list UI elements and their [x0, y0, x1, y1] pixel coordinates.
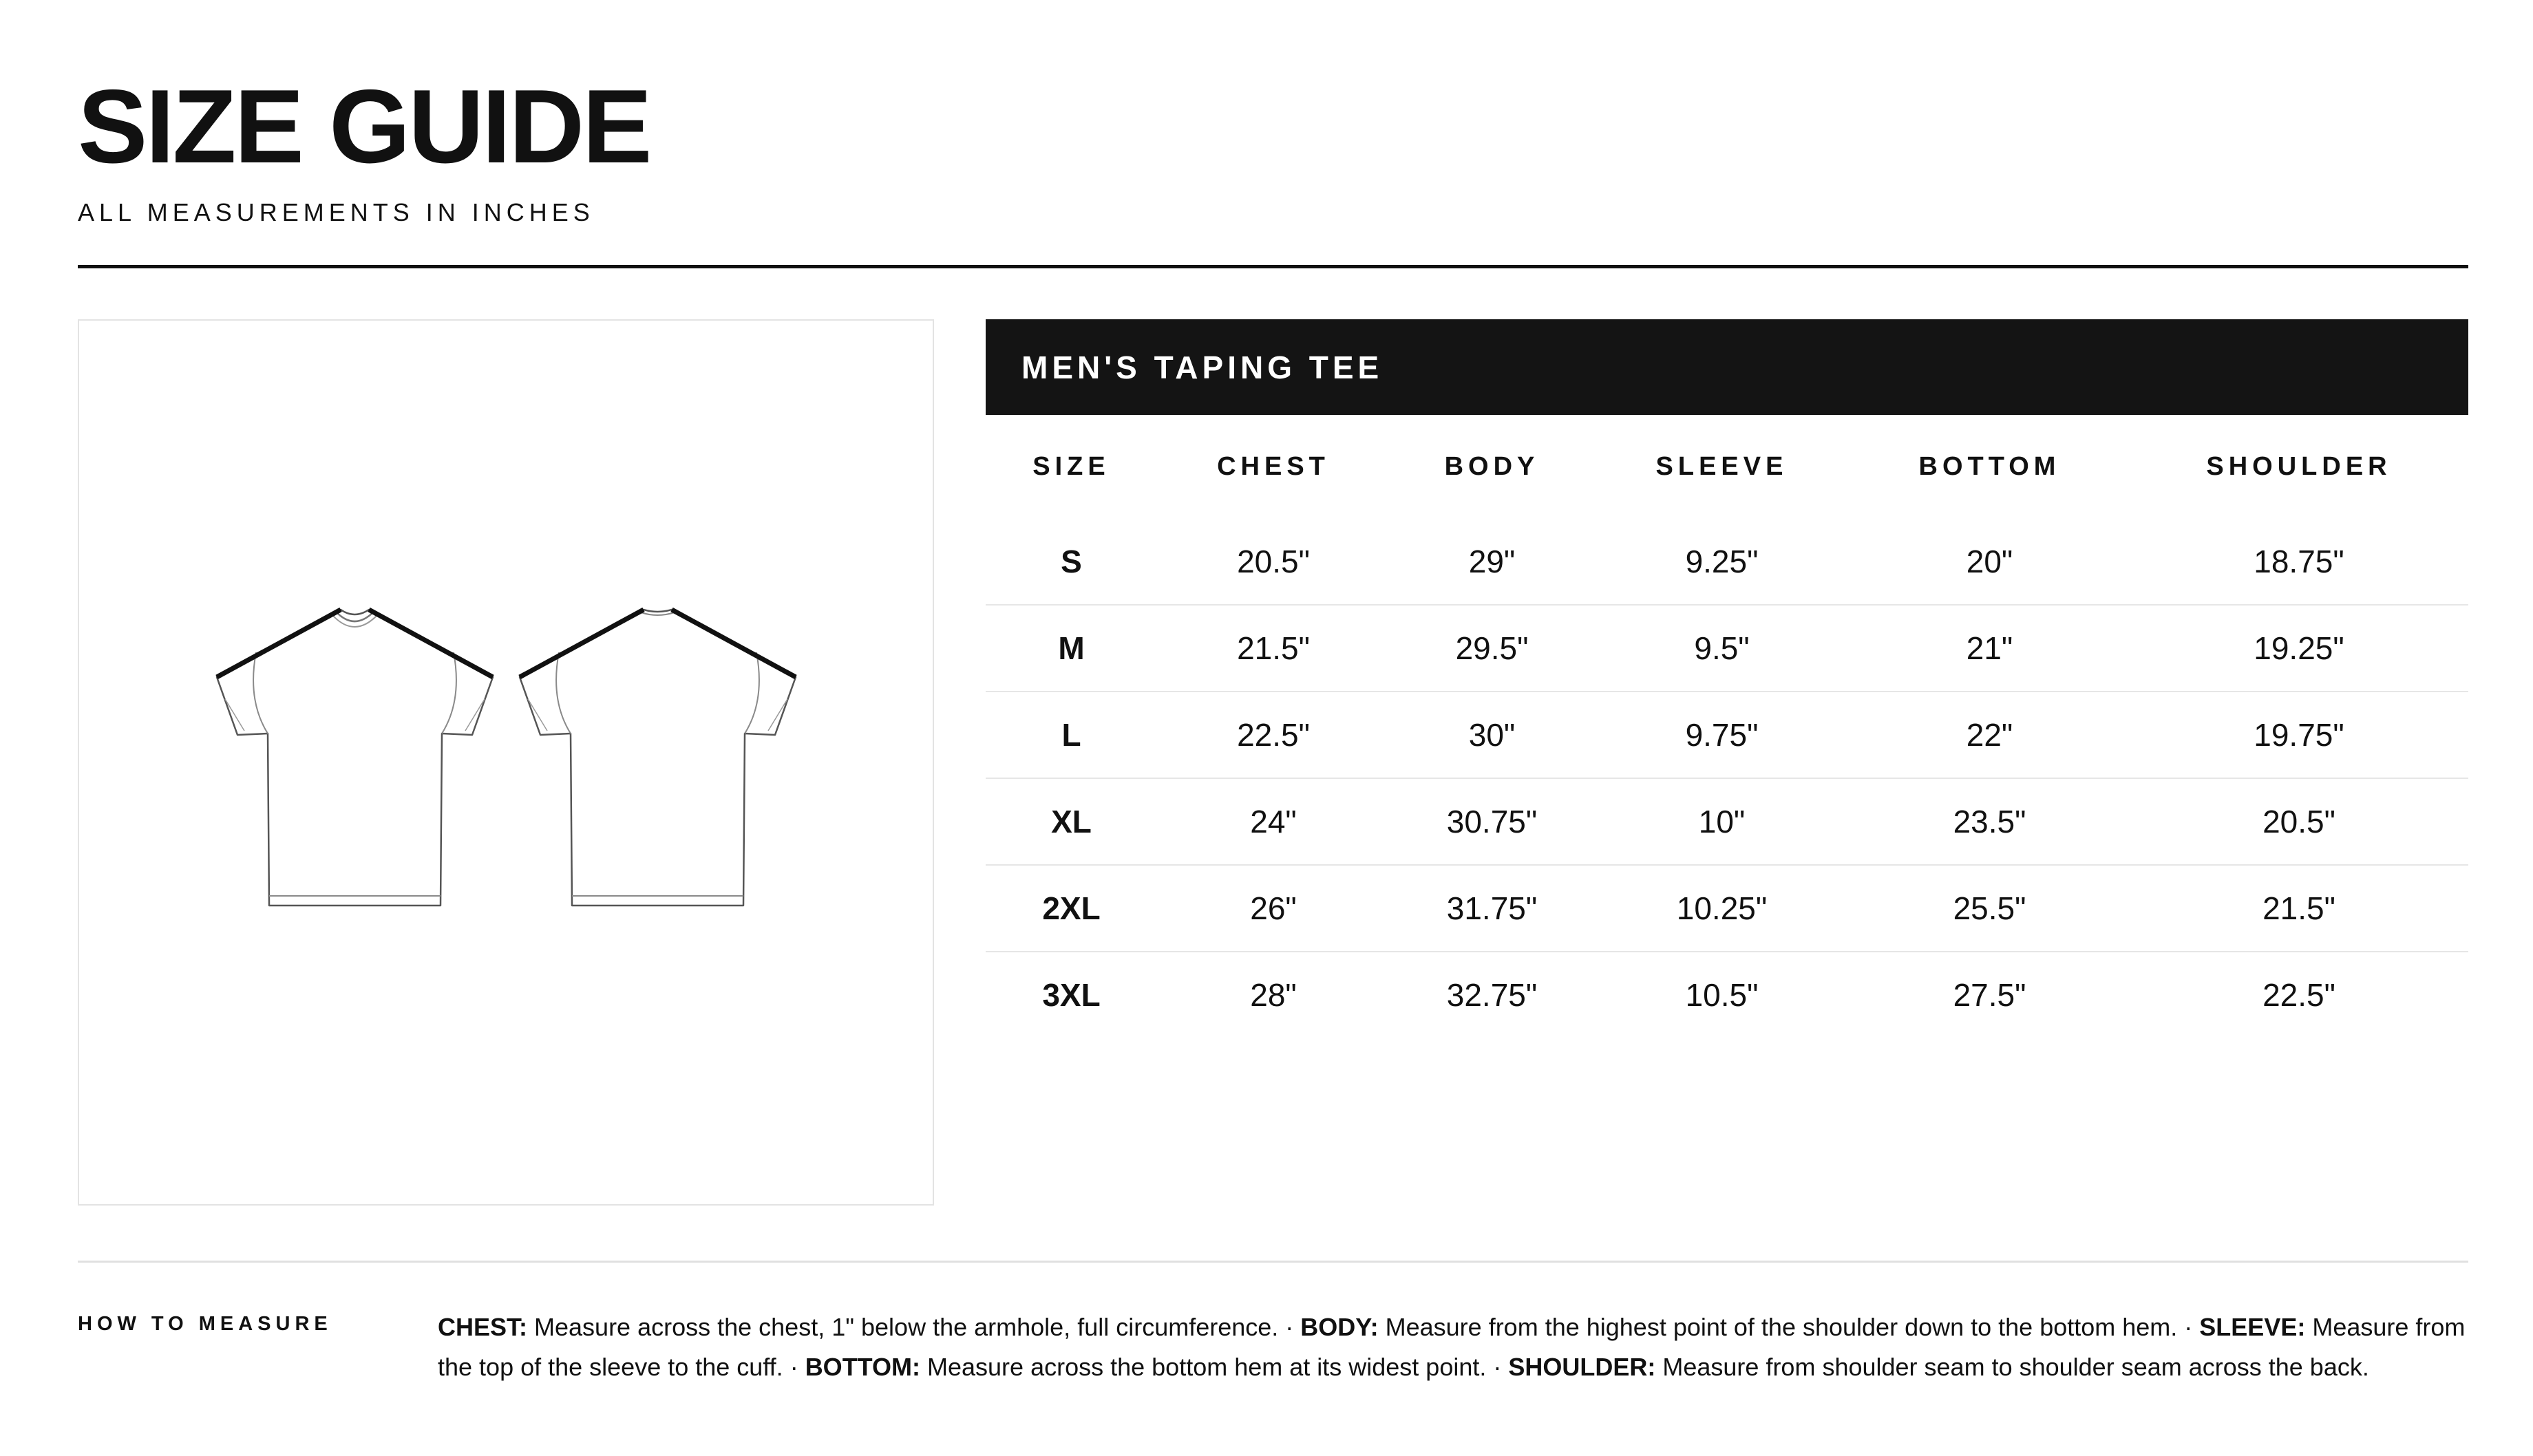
body-cell: 32.75" — [1446, 977, 1538, 1013]
column-header-body: BODY — [1444, 452, 1540, 481]
tshirt-front-icon — [217, 610, 493, 906]
shoulder-measure-text: Measure from shoulder seam to shoulder seam across the back. — [1655, 1353, 2369, 1381]
shoulder-cell: 20.5" — [2130, 778, 2468, 865]
table-row — [986, 519, 2468, 605]
body-cell: 30.75" — [1390, 778, 1594, 865]
chest-measure-text: Measure across the chest, 1" below the armhole, full circumference. — [527, 1313, 1279, 1341]
bottom-measure-label: BOTTOM: — [805, 1353, 920, 1381]
chest-cell: 28" — [1250, 977, 1297, 1013]
bottom-cell: 27.5" — [1953, 977, 2026, 1013]
sleeve-cell: 10.25" — [1594, 865, 1850, 952]
size-cell: 3XL — [1042, 977, 1101, 1013]
size-cell: S — [986, 519, 1157, 605]
sleeve-cell: 10" — [1594, 778, 1850, 865]
shoulder-cell: 21.5" — [2130, 865, 2468, 952]
bottom-cell: 23.5" — [1850, 778, 2130, 865]
chest-cell: 21.5" — [1157, 605, 1390, 692]
how-to-measure-title: HOW TO MEASURE — [78, 1313, 332, 1335]
bottom-cell: 22" — [1850, 692, 2130, 778]
footer-divider — [78, 1261, 2468, 1263]
tshirt-back-icon — [520, 610, 796, 906]
column-header-chest: CHEST — [1217, 452, 1330, 481]
header-divider — [78, 265, 2468, 268]
table-header-row — [986, 415, 2468, 519]
chest-measure-label: CHEST: — [438, 1313, 528, 1341]
bottom-cell: 21" — [1850, 605, 2130, 692]
column-header-bottom: BOTTOM — [1918, 452, 2061, 481]
chest-cell: 22.5" — [1157, 692, 1390, 778]
shoulder-measure-label: SHOULDER: — [1508, 1353, 1656, 1381]
bottom-cell: 25.5" — [1850, 865, 2130, 952]
size-cell: 2XL — [986, 865, 1157, 952]
size-cell: XL — [986, 778, 1157, 865]
sleeve-cell: 10.5" — [1685, 977, 1759, 1013]
separator: · — [1486, 1353, 1509, 1381]
separator: · — [783, 1353, 805, 1381]
separator: · — [1278, 1313, 1301, 1341]
product-name: MEN'S TAPING TEE — [986, 319, 2468, 415]
size-chart — [986, 319, 2468, 1038]
size-cell: L — [986, 692, 1157, 778]
bottom-cell: 20" — [1850, 519, 2130, 605]
sleeve-cell: 9.5" — [1594, 605, 1850, 692]
page-title: SIZE GUIDE — [78, 68, 650, 185]
body-cell: 30" — [1390, 692, 1594, 778]
column-header-shoulder: SHOULDER — [2206, 452, 2392, 481]
sleeve-cell: 9.25" — [1594, 519, 1850, 605]
table-row — [986, 865, 2468, 952]
body-cell: 29.5" — [1390, 605, 1594, 692]
how-to-measure-text — [438, 1307, 2468, 1387]
product-illustration-panel — [78, 319, 934, 1206]
table-row — [986, 952, 2468, 1038]
size-table — [986, 415, 2468, 1038]
shoulder-cell: 19.75" — [2130, 692, 2468, 778]
sleeve-measure-text: Measure from the top of the sleeve to the cuff. — [438, 1313, 2466, 1381]
page-subtitle: ALL MEASUREMENTS IN INCHES — [78, 198, 595, 226]
separator: · — [2177, 1313, 2200, 1341]
table-row — [986, 778, 2468, 865]
sleeve-measure-label: SLEEVE: — [2199, 1313, 2306, 1341]
shoulder-cell: 19.25" — [2130, 605, 2468, 692]
product-illustration — [79, 321, 933, 1204]
body-cell: 29" — [1390, 519, 1594, 605]
bottom-measure-text: Measure across the bottom hem at its widest point. — [920, 1353, 1487, 1381]
sleeve-cell: 9.75" — [1594, 692, 1850, 778]
body-cell: 31.75" — [1390, 865, 1594, 952]
table-row — [986, 692, 2468, 778]
column-header-size: SIZE — [1032, 452, 1110, 481]
shoulder-cell: 18.75" — [2130, 519, 2468, 605]
column-header-sleeve: SLEEVE — [1655, 452, 1788, 481]
body-measure-label: BODY: — [1300, 1313, 1379, 1341]
table-row — [986, 605, 2468, 692]
chest-cell: 20.5" — [1157, 519, 1390, 605]
chest-cell: 26" — [1157, 865, 1390, 952]
chest-cell: 24" — [1157, 778, 1390, 865]
size-cell: M — [986, 605, 1157, 692]
body-measure-text: Measure from the highest point of the shoulder down to the bottom hem. — [1378, 1313, 2178, 1341]
shoulder-cell: 22.5" — [2262, 977, 2335, 1013]
